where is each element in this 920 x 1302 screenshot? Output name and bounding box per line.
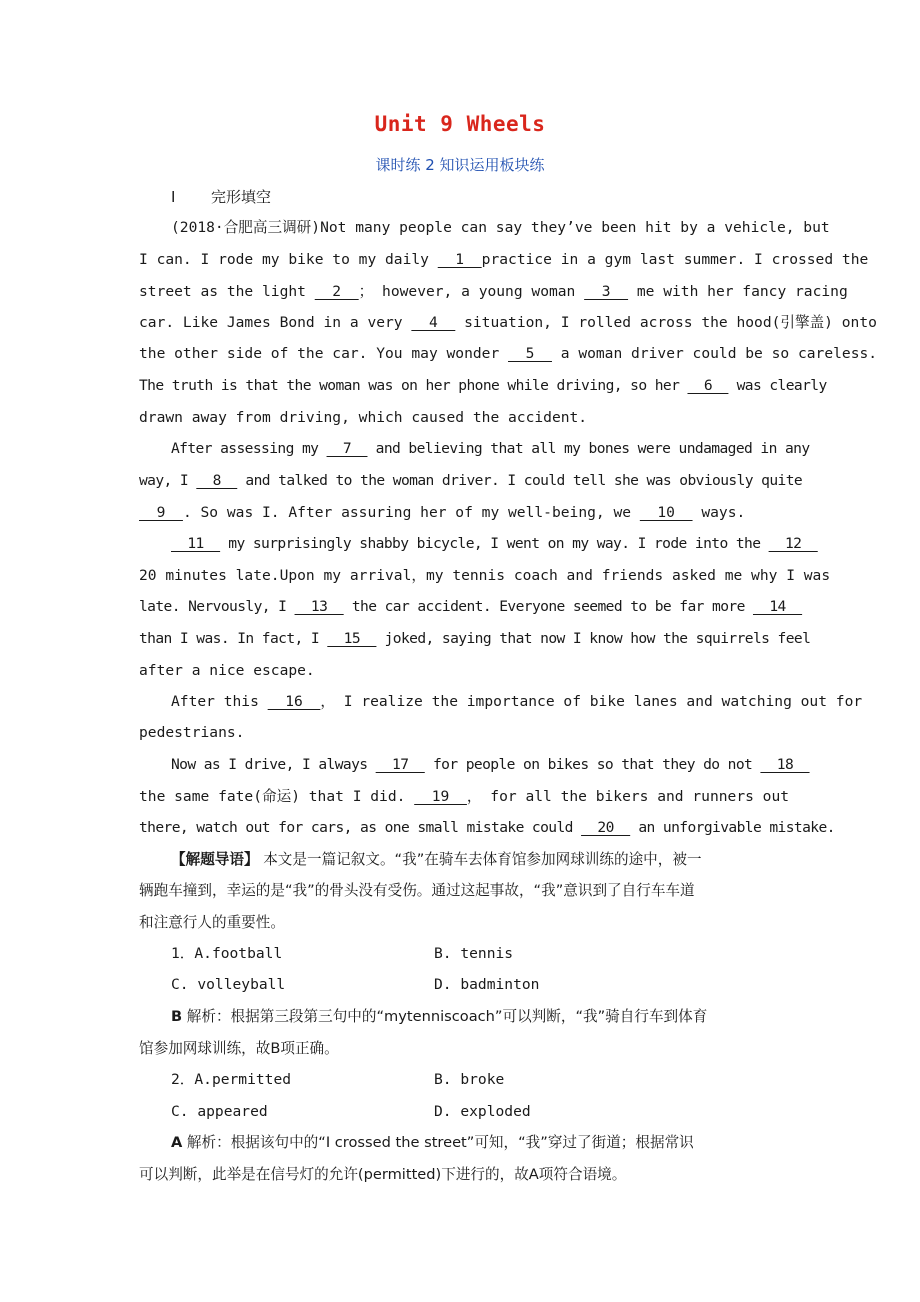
option-1b: B. tennis [434,945,514,962]
passage-line: there, watch out for cars, as one small mistake could 20 an unforgivable mistake. [139,819,835,836]
option-2c: C. appeared [171,1103,268,1120]
option-2b: B. broke [434,1071,505,1088]
blank-7: 7 [326,440,368,457]
passage-line: the same fate(命运) that I did. 19 ， for all the bikers and runners out [139,788,790,805]
passage-line: Now as I drive, I always 17 for people on bikes so that they do not 18 [171,756,810,773]
passage-line: (2018·合肥高三调研)Not many people can say they’ve been hit by a vehicle, but [171,219,830,236]
passage-line: car. Like James Bond in a very 4 situation, I rolled across the hood(引擎盖) onto [139,314,877,331]
option-2a: 2．A.permitted [171,1071,292,1088]
blank-20: 20 [581,819,631,836]
answer-1: B [171,1008,183,1025]
blank-3: 3 [584,283,629,300]
blank-4: 4 [411,314,456,331]
blank-15: 15 [327,630,377,647]
explanation-line: A 解析：根据该句中的“I crossed the street”可知，“我”穿过了街道；根据常识 [171,1134,694,1151]
question-1-options-row [171,944,771,964]
section-heading [171,186,271,207]
blank-14: 14 [752,598,803,615]
passage-line: drawn away from driving, which caused the accident. [139,409,588,426]
page-title: Unit 9 Wheels [374,112,546,136]
blank-11: 11 [171,535,221,552]
blank-9: 9 [139,504,183,521]
guide-line: 和注意行人的重要性。 [139,914,285,931]
option-1c: C. volleyball [171,976,286,993]
option-1a: 1．A.football [171,945,283,962]
blank-1: 1 [437,251,482,268]
blank-18: 18 [760,756,810,773]
blank-12: 12 [768,535,818,552]
passage-line: 11 my surprisingly shabby bicycle, I went on my way. I rode into the 12 [171,535,818,552]
passage-line: I can. I rode my bike to my daily 1 practice in a gym last summer. I crossed the [139,251,869,268]
passage-line: The truth is that the woman was on her phone while driving, so her 6 was clearly [139,377,827,394]
passage-line: 20 minutes late.Upon my arrival，my tennis coach and friends asked me why I was [139,567,831,584]
blank-2: 2 [314,283,359,300]
passage-line: 9 . So was I. After assuring her of my well-being, we 10 ways. [139,504,746,521]
blank-17: 17 [375,756,425,773]
question-1-options-row [171,975,771,995]
guide-line: 辆跑车撞到，幸运的是“我”的骨头没有受伤。通过这起事故，“我”意识到了自行车车道 [139,882,695,899]
blank-13: 13 [294,598,344,615]
passage-line: the other side of the car. You may wonder 5 a woman driver could be so careless. [139,345,878,362]
blank-5: 5 [508,345,552,362]
passage-line: late. Nervously, I 13 the car accident. Everyone seemed to be far more 14 [139,598,803,615]
guide-label: 【解题导语】 [171,851,259,868]
explanation-line: 可以判断，此举是在信号灯的允许(permitted)下进行的，故A项符合语境。 [139,1166,627,1183]
question-2-options-row [171,1102,771,1122]
explanation-line: 馆参加网球训练，故B项正确。 [139,1040,339,1057]
page-subtitle: 课时练 2 知识运用板块练 [375,156,545,174]
option-2d: D. exploded [434,1103,531,1120]
blank-8: 8 [196,472,238,489]
passage-line: pedestrians. [139,724,245,741]
passage-line: street as the light 2 ； however, a young woman 3 me with her fancy racing [139,283,848,300]
passage-line: after a nice escape. [139,662,315,679]
section-name: 完形填空 [211,188,272,206]
passage-line: After this 16 ， I realize the importance of bike lanes and watching out for [171,693,863,710]
blank-10: 10 [639,504,693,521]
passage-line: than I was. In fact, I 15 joked, saying that now I know how the squirrels feel [139,630,811,647]
option-1d: D. badminton [434,976,540,993]
blank-6: 6 [687,377,729,394]
question-2-options-row [171,1070,771,1090]
section-numeral: Ⅰ [171,188,176,206]
passage-line: After assessing my 7 and believing that all my bones were undamaged in any [171,440,810,457]
passage-line: way, I 8 and talked to the woman driver. I could tell she was obviously quite [139,472,803,489]
explanation-line: B 解析：根据第三段第三句中的“mytenniscoach”可以判断，“我”骑自行车到体育 [171,1008,708,1025]
blank-16: 16 [267,693,321,710]
guide-line: 【解题导语】 本文是一篇记叙文。“我”在骑车去体育馆参加网球训练的途中，被一 [171,851,702,868]
answer-2: A [171,1134,183,1151]
blank-19: 19 [414,788,467,805]
